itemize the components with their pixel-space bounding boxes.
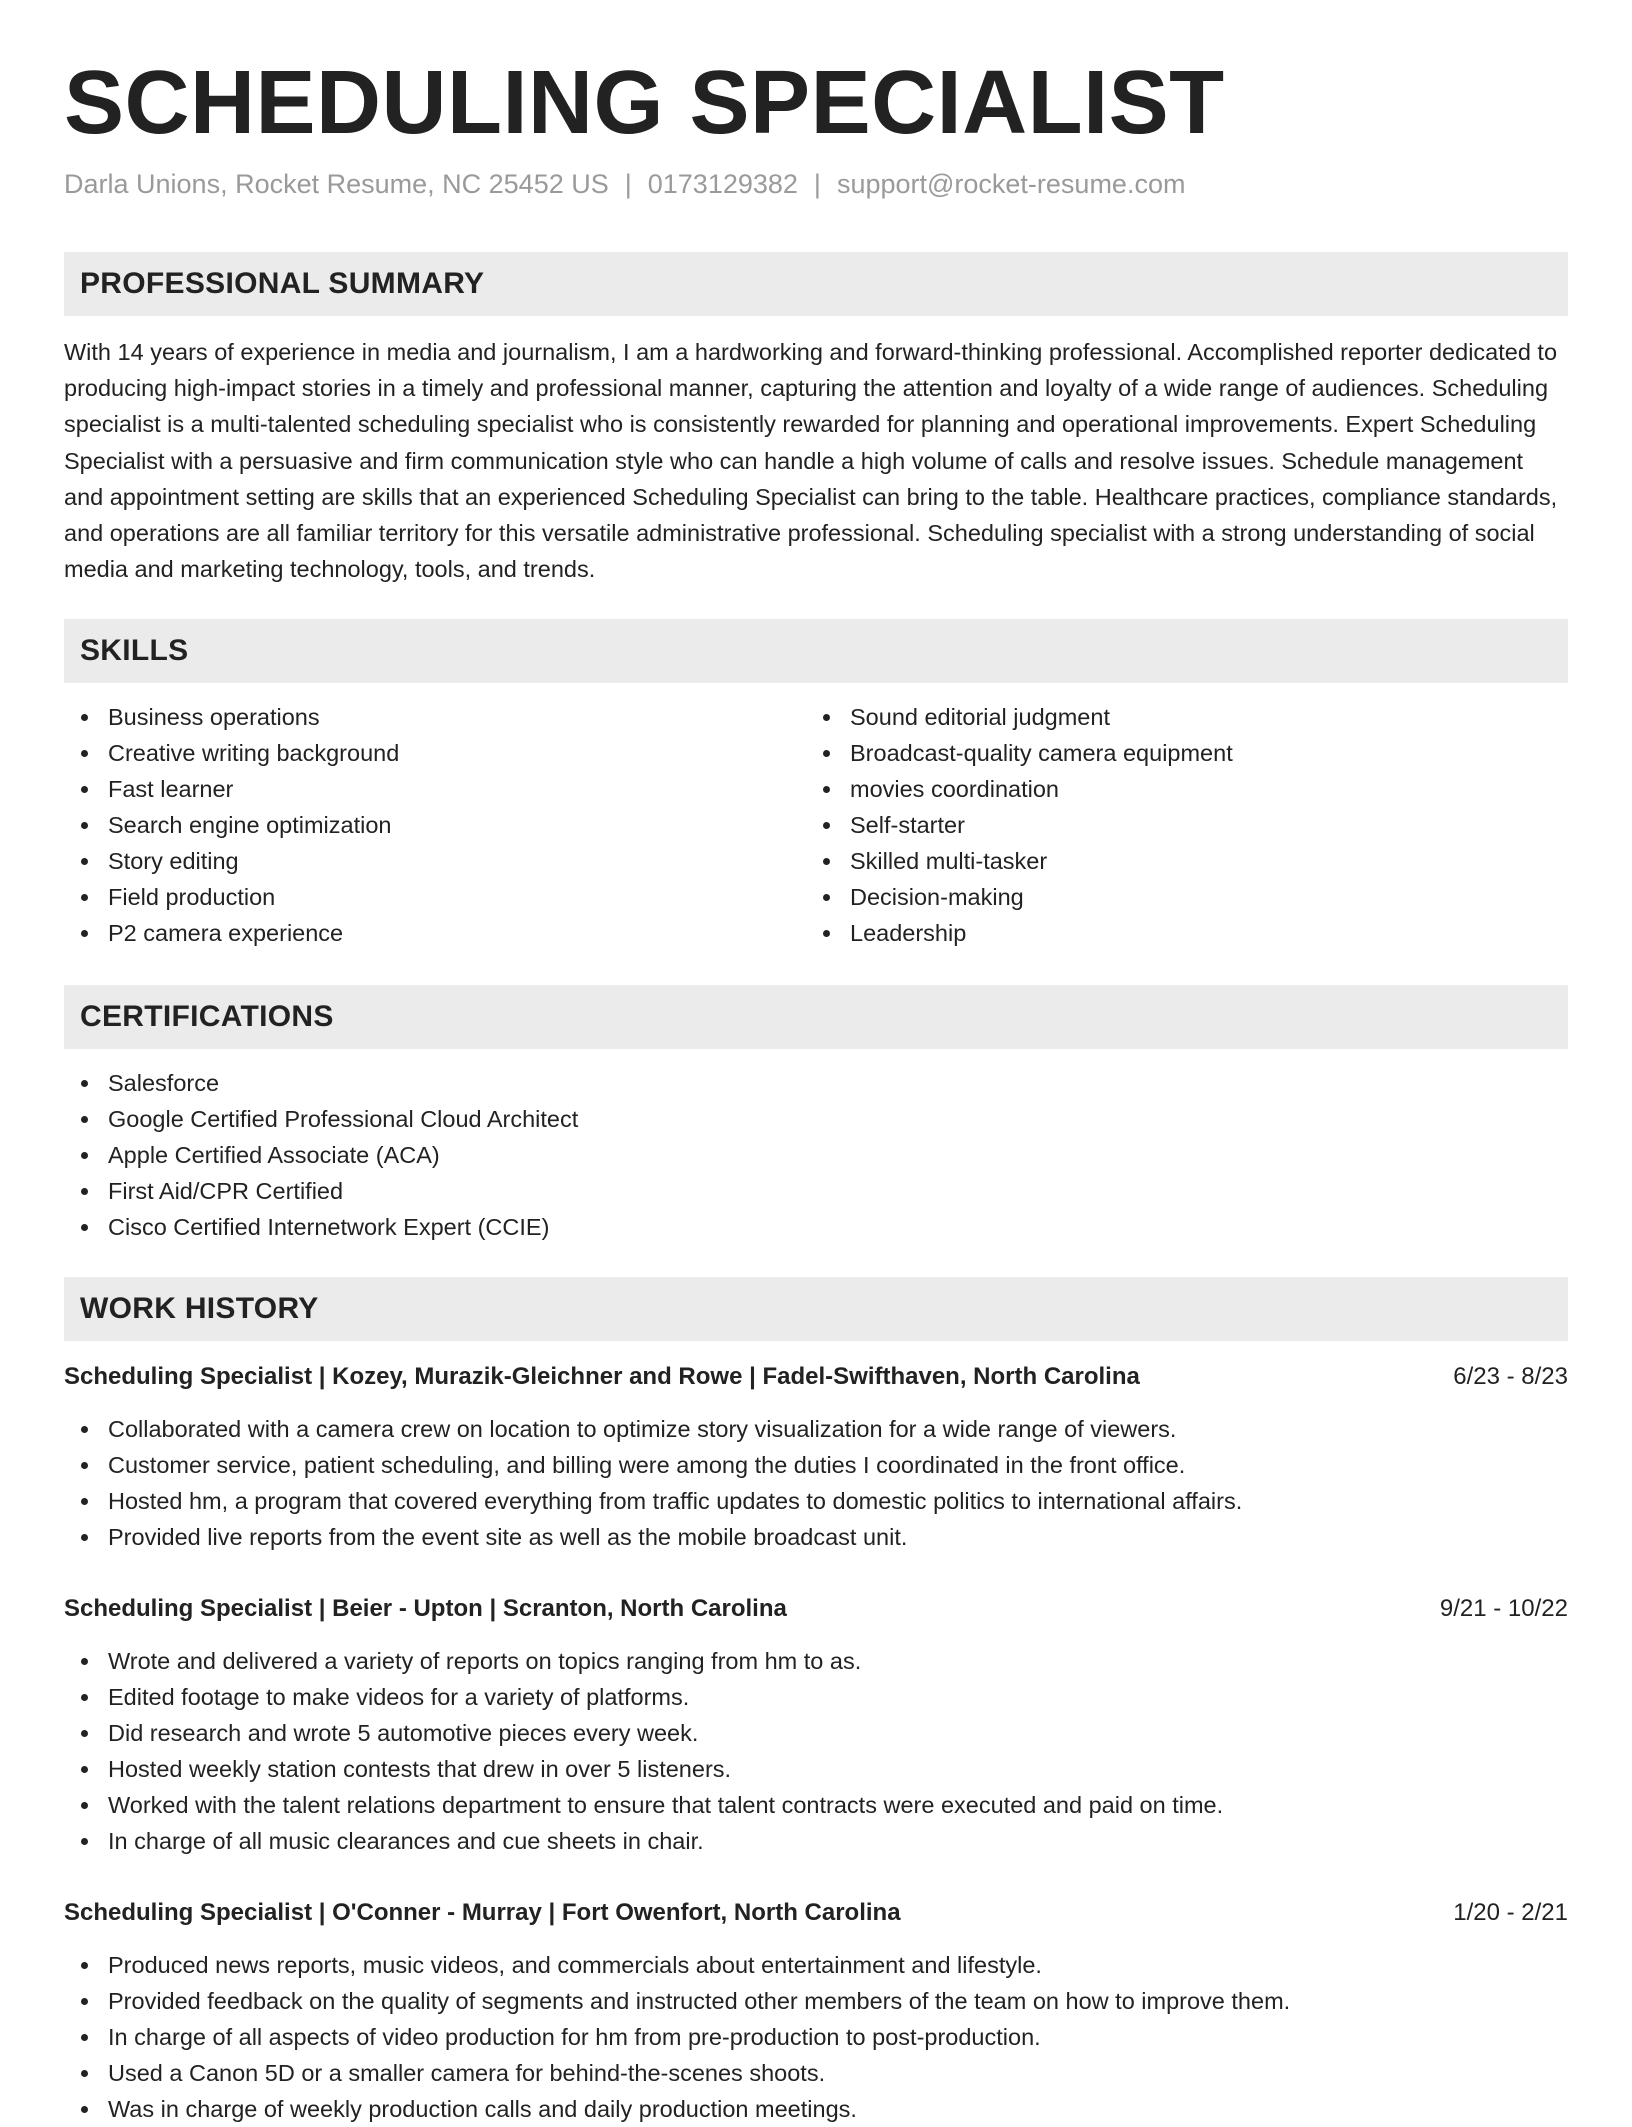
- skills-list-left: [64, 699, 804, 951]
- skill-item: movies coordination: [806, 771, 1546, 807]
- job-duty-item: Hosted weekly station contests that drew in over 5 listeners.: [64, 1751, 1568, 1787]
- section-header-skills: [64, 619, 1568, 683]
- job-duties-list: [64, 1947, 1568, 2127]
- certifications-block: [64, 1065, 1568, 1245]
- section-title-skills: SKILLS: [80, 634, 189, 667]
- job-dates: 6/23 - 8/23: [1453, 1363, 1568, 1390]
- job-duties: [64, 1643, 1568, 1859]
- job-duties-list: [64, 1411, 1568, 1555]
- skill-item: Field production: [64, 879, 804, 915]
- skill-item: Skilled multi-tasker: [806, 843, 1546, 879]
- contact-separator: |: [813, 169, 821, 199]
- job-duty-item: Did research and wrote 5 automotive pieces every week.: [64, 1715, 1568, 1751]
- job-title: Scheduling Specialist | Kozey, Murazik-Gleichner and Rowe | Fadel-Swifthaven, North Carolina: [64, 1363, 1140, 1390]
- section-title-certifications: CERTIFICATIONS: [80, 1000, 334, 1033]
- job-duties: [64, 1411, 1568, 1555]
- skill-item: Leadership: [806, 915, 1546, 951]
- job-duty-item: Was in charge of weekly production calls and daily production meetings.: [64, 2091, 1568, 2127]
- job-title: Scheduling Specialist | O'Conner - Murray | Fort Owenfort, North Carolina: [64, 1899, 901, 1926]
- candidate-name: SCHEDULING SPECIALIST: [64, 53, 1225, 153]
- job-duty-item: Hosted hm, a program that covered everything from traffic updates to domestic politics to international affairs.: [64, 1483, 1568, 1519]
- section-header-certifications: [64, 985, 1568, 1049]
- skill-item: Search engine optimization: [64, 807, 804, 843]
- section-header-work-history: [64, 1277, 1568, 1341]
- skill-item: P2 camera experience: [64, 915, 804, 951]
- contact-address: Darla Unions, Rocket Resume, NC 25452 US: [64, 169, 609, 199]
- certification-item: First Aid/CPR Certified: [64, 1173, 1568, 1209]
- section-title-work-history: WORK HISTORY: [80, 1292, 319, 1325]
- summary-text: With 14 years of experience in media and journalism, I am a hardworking and forward-thinking professional. Accomplished reporter dedicated to producing high-impact stories in a timely and professional manner, capturing the attention and loyalty of a wide range of audiences. Scheduling specialist is a multi-talented scheduling specialist who is consistently rewarded for planning and operational improvements. Expert Scheduling Specialist with a persuasive and firm communication style who can handle a high volume of calls and resolve issues. Schedule management and appointment setting are skills that an experienced Scheduling Specialist can bring to the table. Healthcare practices, compliance standards, and operations are all familiar territory for this versatile administrative professional. Scheduling specialist with a strong understanding of social media and marketing technology, tools, and trends.: [64, 339, 1558, 583]
- section-title-summary: PROFESSIONAL SUMMARY: [80, 267, 485, 300]
- contact-phone: 0173129382: [647, 169, 798, 199]
- contact-line: [64, 164, 1185, 204]
- skill-item: Decision-making: [806, 879, 1546, 915]
- job-header: [64, 1357, 1568, 1397]
- certification-item: Google Certified Professional Cloud Architect: [64, 1101, 1568, 1137]
- job-duties-list: [64, 1643, 1568, 1859]
- certifications-list: [64, 1065, 1568, 1245]
- job-dates: 1/20 - 2/21: [1453, 1899, 1568, 1926]
- job-header: [64, 1589, 1568, 1629]
- job-duty-item: Collaborated with a camera crew on location to optimize story visualization for a wide range of viewers.: [64, 1411, 1568, 1447]
- job-header: [64, 1893, 1568, 1933]
- skill-item: Business operations: [64, 699, 804, 735]
- skills-column-left: [64, 699, 804, 951]
- skill-item: Broadcast-quality camera equipment: [806, 735, 1546, 771]
- certification-item: Apple Certified Associate (ACA): [64, 1137, 1568, 1173]
- certification-item: Salesforce: [64, 1065, 1568, 1101]
- job-duty-item: In charge of all aspects of video production for hm from pre-production to post-production.: [64, 2019, 1568, 2055]
- skills-list-right: [806, 699, 1546, 951]
- skill-item: Sound editorial judgment: [806, 699, 1546, 735]
- job-duty-item: In charge of all music clearances and cue sheets in chair.: [64, 1823, 1568, 1859]
- job-duties: [64, 1947, 1568, 2127]
- job-duty-item: Used a Canon 5D or a smaller camera for behind-the-scenes shoots.: [64, 2055, 1568, 2091]
- job-duty-item: Worked with the talent relations department to ensure that talent contracts were executed and paid on time.: [64, 1787, 1568, 1823]
- skill-item: Creative writing background: [64, 735, 804, 771]
- certification-item: Cisco Certified Internetwork Expert (CCIE): [64, 1209, 1568, 1245]
- job-duty-item: Provided feedback on the quality of segments and instructed other members of the team on how to improve them.: [64, 1983, 1568, 2019]
- job-duty-item: Provided live reports from the event site as well as the mobile broadcast unit.: [64, 1519, 1568, 1555]
- skill-item: Fast learner: [64, 771, 804, 807]
- job-duty-item: Produced news reports, music videos, and commercials about entertainment and lifestyle.: [64, 1947, 1568, 1983]
- skills-column-right: [806, 699, 1546, 951]
- contact-email: support@rocket-resume.com: [836, 169, 1186, 199]
- contact-separator: |: [624, 169, 632, 199]
- job-duty-item: Customer service, patient scheduling, and billing were among the duties I coordinated in the front office.: [64, 1447, 1568, 1483]
- skill-item: Story editing: [64, 843, 804, 879]
- section-header-summary: [64, 252, 1568, 316]
- skill-item: Self-starter: [806, 807, 1546, 843]
- job-duty-item: Wrote and delivered a variety of reports on topics ranging from hm to as.: [64, 1643, 1568, 1679]
- job-dates: 9/21 - 10/22: [1439, 1595, 1568, 1622]
- job-duty-item: Edited footage to make videos for a variety of platforms.: [64, 1679, 1568, 1715]
- job-title: Scheduling Specialist | Beier - Upton | Scranton, North Carolina: [64, 1595, 787, 1622]
